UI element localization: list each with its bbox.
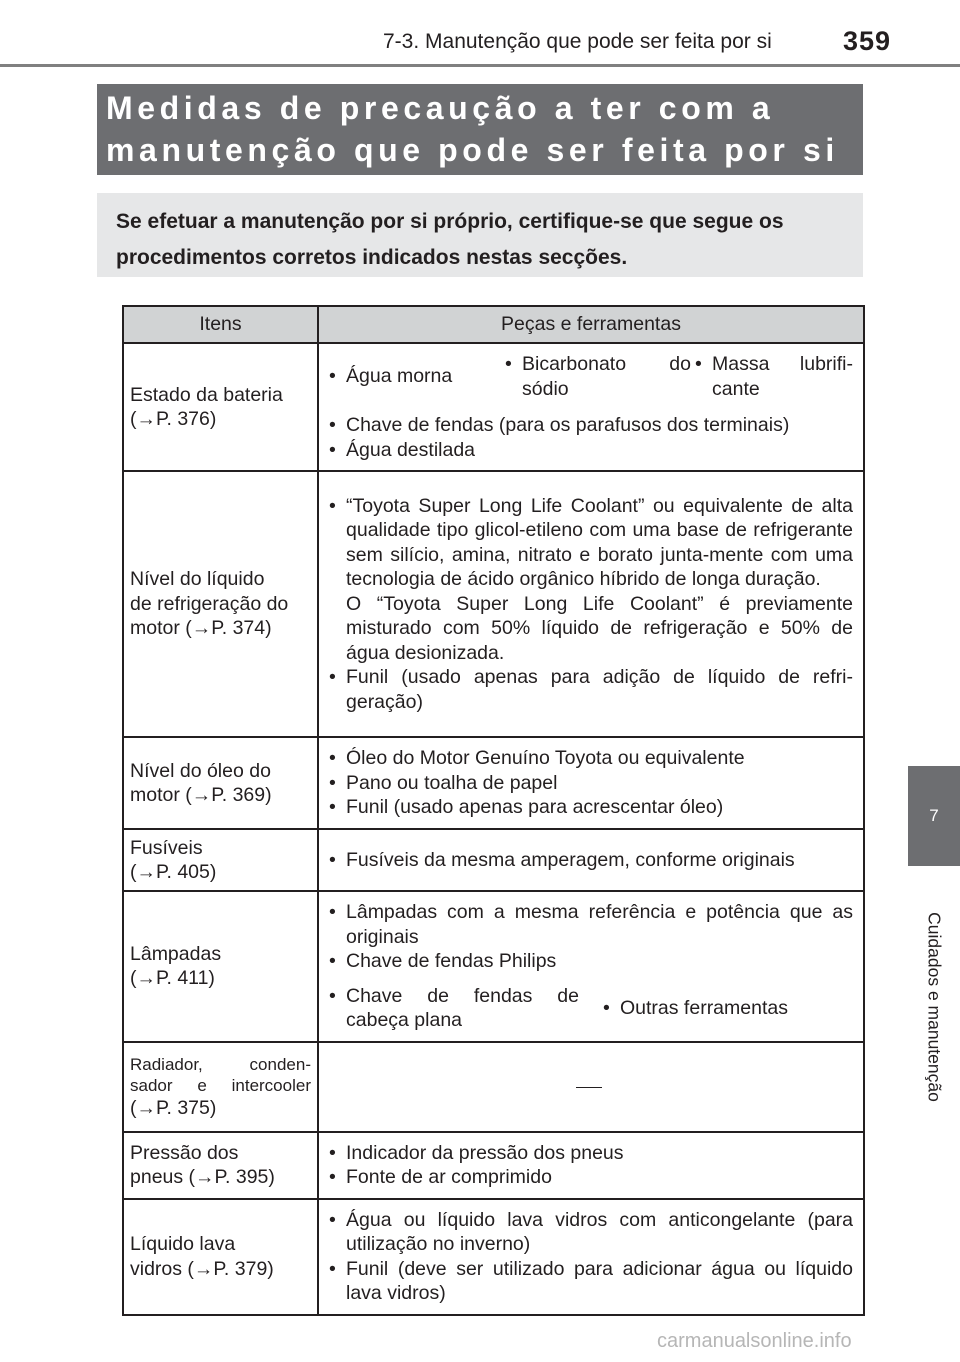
- item-line: Fusíveis: [130, 836, 203, 859]
- item-cell: [123, 1042, 318, 1132]
- item-line: Nível do óleo do: [130, 759, 271, 782]
- dash-mark: [576, 1087, 602, 1088]
- list-item: • Água destilada: [325, 438, 853, 463]
- header-parts-tools: Peças e ferramentas: [318, 306, 864, 343]
- table-row: [123, 1199, 864, 1315]
- chapter-tab: 7: [908, 766, 960, 866]
- parts-row-inline: [325, 352, 853, 401]
- parts-cell: [318, 343, 864, 471]
- list-item: • Fonte de ar comprimido: [325, 1165, 853, 1190]
- item-line: (→P. 376): [130, 408, 217, 430]
- list-item: • Água ou líquido lava vidros com anticongelante (para utilização no inverno): [325, 1208, 853, 1257]
- table-row: [123, 343, 864, 471]
- footer-watermark: carmanualsonline.info: [657, 1330, 852, 1352]
- list-item: • Massa lubrifi-cante: [691, 352, 853, 401]
- intro-box: Se efetuar a manutenção por si próprio, certifique-se que segue os procedimentos corretos indicados nestas secções.: [97, 193, 863, 277]
- item-line: (→P. 405): [130, 861, 217, 883]
- item-cell: [123, 891, 318, 1042]
- list-item: • Lâmpadas com a mesma referência e potência que as originais: [325, 900, 853, 949]
- item-line: Estado da bateria: [130, 383, 283, 406]
- item-line: (→P. 375): [130, 1096, 217, 1119]
- table-row: [123, 471, 864, 737]
- page-title-box: [97, 84, 863, 175]
- item-cell: [123, 829, 318, 891]
- list-item: • Outras ferramentas: [599, 996, 853, 1021]
- table-row: [123, 1132, 864, 1199]
- item-line: Líquido lava: [130, 1233, 236, 1255]
- list-item: • Funil (usado apenas para adição de líquido de refri-geração): [325, 665, 853, 714]
- item-cell: [123, 471, 318, 737]
- item-line: sador e intercooler: [130, 1075, 311, 1095]
- parts-row-inline: [325, 984, 853, 1033]
- item-line: Pressão dos: [130, 1141, 239, 1164]
- list-item-note: O “Toyota Super Long Life Coolant” é previamente misturado com 50% líquido de refrigeração e 50% de água desionizada.: [346, 592, 853, 664]
- list-item: • Funil (deve ser utilizado para adicionar água ou líquido lava vidros): [325, 1257, 853, 1306]
- list-item: • Chave de fendas (para os parafusos dos terminais): [325, 413, 853, 438]
- list-item: • Chave de fendas de cabeça plana: [325, 984, 579, 1033]
- parts-cell: [318, 471, 864, 737]
- item-line: motor (→P. 374): [130, 617, 272, 640]
- item-line: motor (→P. 369): [130, 784, 272, 806]
- chapter-label: Cuidados e manutenção: [924, 912, 945, 1102]
- list-item: [325, 494, 853, 666]
- page-title-line-2: manutenção que pode ser feita por si: [106, 132, 839, 168]
- item-cell: [123, 1132, 318, 1199]
- header-divider: [0, 64, 960, 67]
- item-cell: [123, 343, 318, 471]
- parts-cell: [318, 737, 864, 829]
- parts-cell: [318, 1199, 864, 1315]
- list-item-text: “Toyota Super Long Life Coolant” ou equivalente de alta qualidade tipo glicol-etileno com uma base de refrigerante sem silício, amina, nitrato e borato junta-mente com uma tecnologia de ácido orgânico híbrido de longa duração.: [346, 494, 853, 591]
- item-line: de refrigeração do: [130, 592, 289, 615]
- page-title-line-1: Medidas de precaução a ter com a: [106, 90, 775, 126]
- item-line: Radiador, conden-: [130, 1054, 311, 1074]
- item-line: Lâmpadas: [130, 942, 222, 965]
- parts-cell: [318, 1042, 864, 1132]
- item-cell: [123, 1199, 318, 1315]
- maintenance-table: [122, 305, 865, 1316]
- table-row: [123, 829, 864, 891]
- item-line: (→P. 411): [130, 967, 215, 990]
- parts-cell: [318, 1132, 864, 1199]
- item-line: vidros (→P. 379): [130, 1257, 274, 1280]
- list-item: • Chave de fendas Philips: [325, 949, 853, 974]
- header-items: Itens: [123, 306, 318, 343]
- table-row: [123, 737, 864, 829]
- list-item: • Fusíveis da mesma amperagem, conforme originais: [325, 848, 853, 873]
- table-row: [123, 1042, 864, 1132]
- list-item: • Funil (usado apenas para acrescentar óleo): [325, 795, 853, 820]
- list-item: • Água morna: [325, 364, 501, 389]
- table-row: [123, 891, 864, 1042]
- item-line: Nível do líquido: [130, 568, 265, 591]
- item-cell: [123, 737, 318, 829]
- parts-cell: [318, 829, 864, 891]
- list-item: • Pano ou toalha de papel: [325, 771, 853, 796]
- list-item: • Indicador da pressão dos pneus: [325, 1141, 853, 1166]
- item-line: pneus (→P. 395): [130, 1166, 275, 1188]
- list-item: • Bicarbonato do sódio: [501, 352, 691, 401]
- parts-cell: [318, 891, 864, 1042]
- table-header-row: [123, 306, 864, 343]
- list-item: • Óleo do Motor Genuíno Toyota ou equivalente: [325, 746, 853, 771]
- page-number: 359: [843, 26, 892, 56]
- header-section-title: 7-3. Manutenção que pode ser feita por si: [383, 30, 772, 53]
